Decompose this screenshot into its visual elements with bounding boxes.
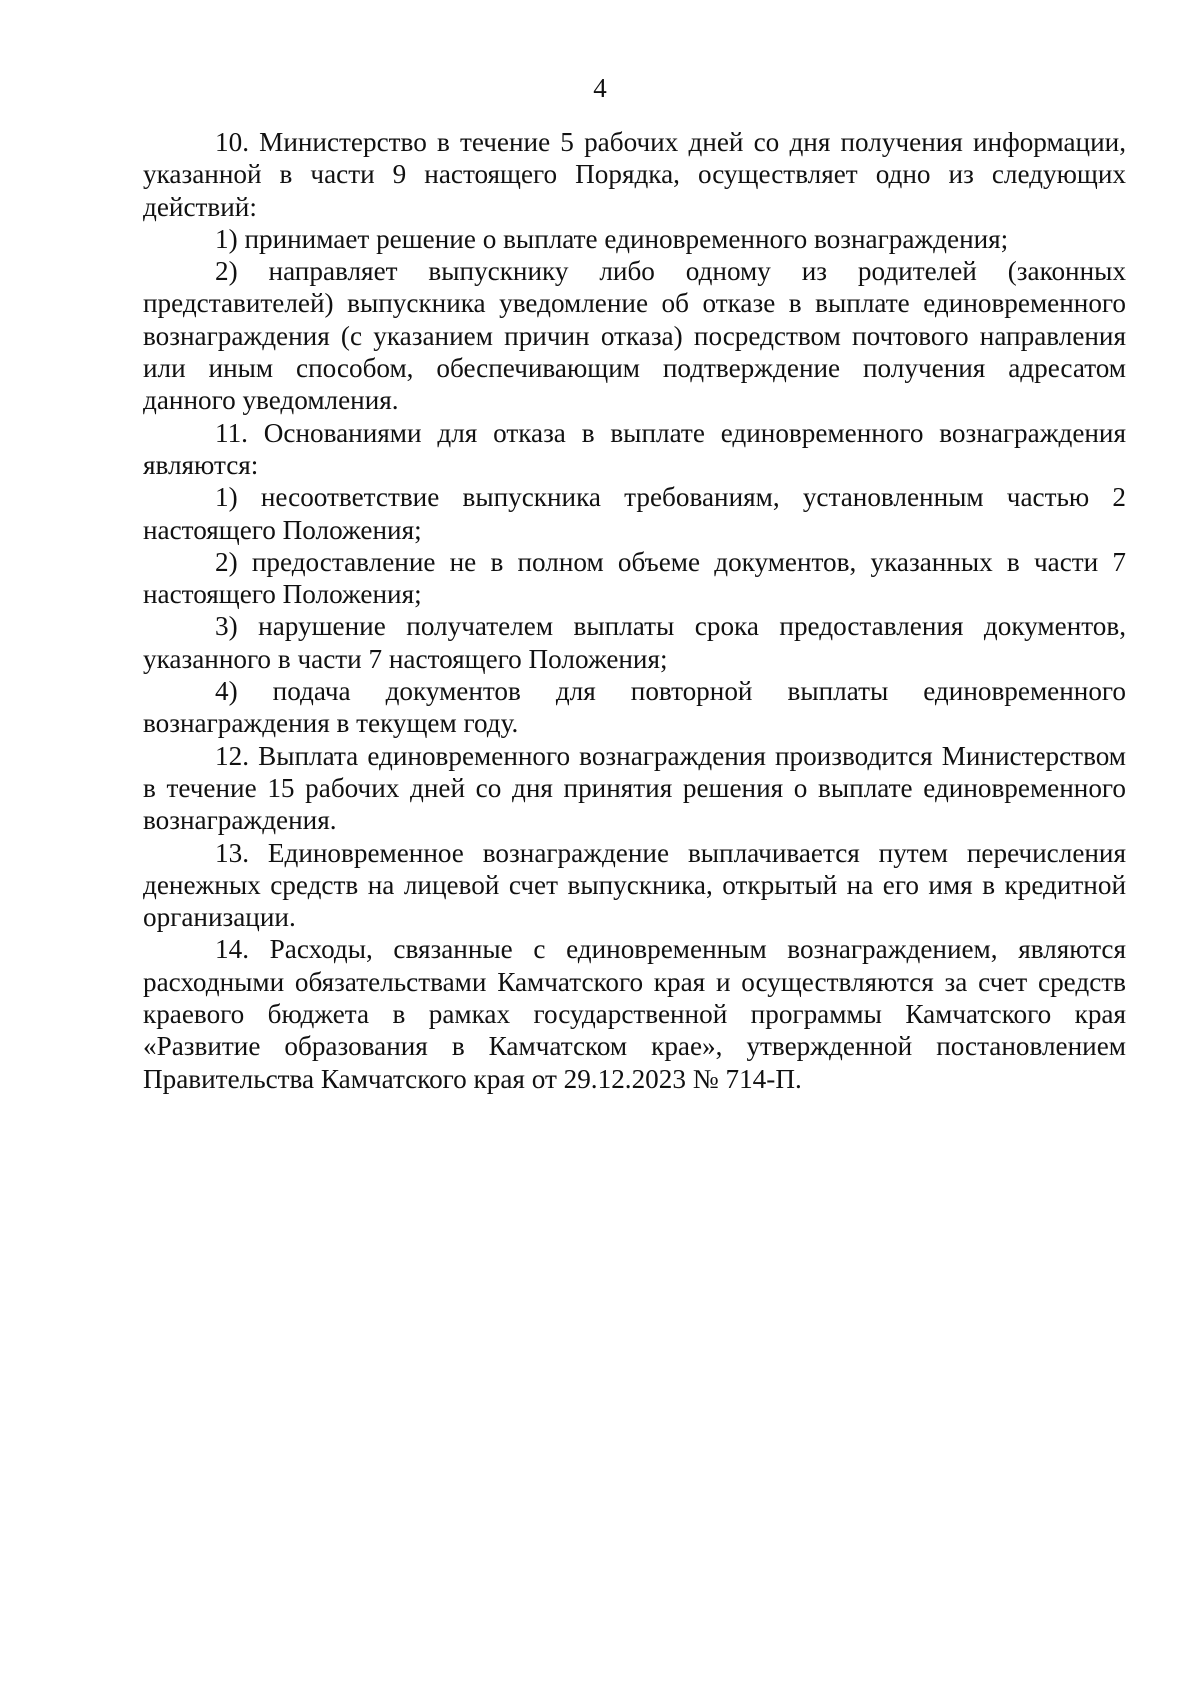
paragraph-10-item-1: 1) принимает решение о выплате единовременного вознаграждения;: [215, 223, 1009, 254]
paragraph-11-item-1: 1) несоответствие выпускника требованиям, установленным частью 2 настоящего Положения;: [143, 482, 1126, 545]
paragraph-11-item-3: 3) нарушение получателем выплаты срока предоставления документов, указанного в части 7 настоящего Положения;: [143, 611, 1126, 674]
paragraph-10: 10. Министерство в течение 5 рабочих дней со дня получения информации, указанной в части 9 настоящего Порядка, осуществляет одно из следующих действий:: [143, 127, 1126, 222]
paragraph-11: 11. Основаниями для отказа в выплате единовременного вознаграждения являются:: [143, 417, 1126, 480]
paragraph-11-item-4: 4) подача документов для повторной выплаты единовременного вознаграждения в текущем году.: [143, 676, 1126, 739]
paragraph-14: 14. Расходы, связанные с единовременным вознаграждением, являются расходными обязательствами Камчатского края и осуществляются за счет средств краевого бюджета в рамках государственной программы Камчатского края «Развитие образования в Камчатском крае», утвержденной постановлением Правительства Камчатского края от 29.12.2023 № 714-П.: [143, 934, 1126, 1094]
paragraph-12: 12. Выплата единовременного вознаграждения производится Министерством в течение 15 рабочих дней со дня принятия решения о выплате единовременного вознаграждения.: [143, 740, 1126, 836]
page-number: 4: [593, 73, 607, 103]
paragraph-10-item-2: 2) направляет выпускнику либо одному из родителей (законных представителей) выпускника уведомление об отказе в выплате единовременного вознаграждения (с указанием причин отказа) посредством почтового направления или иным способом, обеспечивающим подтверждение получения адресатом данного уведомления.: [143, 256, 1126, 416]
paragraph-11-item-2: 2) предоставление не в полном объеме документов, указанных в части 7 настоящего Положения;: [143, 546, 1126, 610]
paragraph-13: 13. Единовременное вознаграждение выплачивается путем перечисления денежных средств на лицевой счет выпускника, открытый на его имя в кредитной организации.: [143, 837, 1126, 933]
document-body: [143, 126, 1126, 1095]
